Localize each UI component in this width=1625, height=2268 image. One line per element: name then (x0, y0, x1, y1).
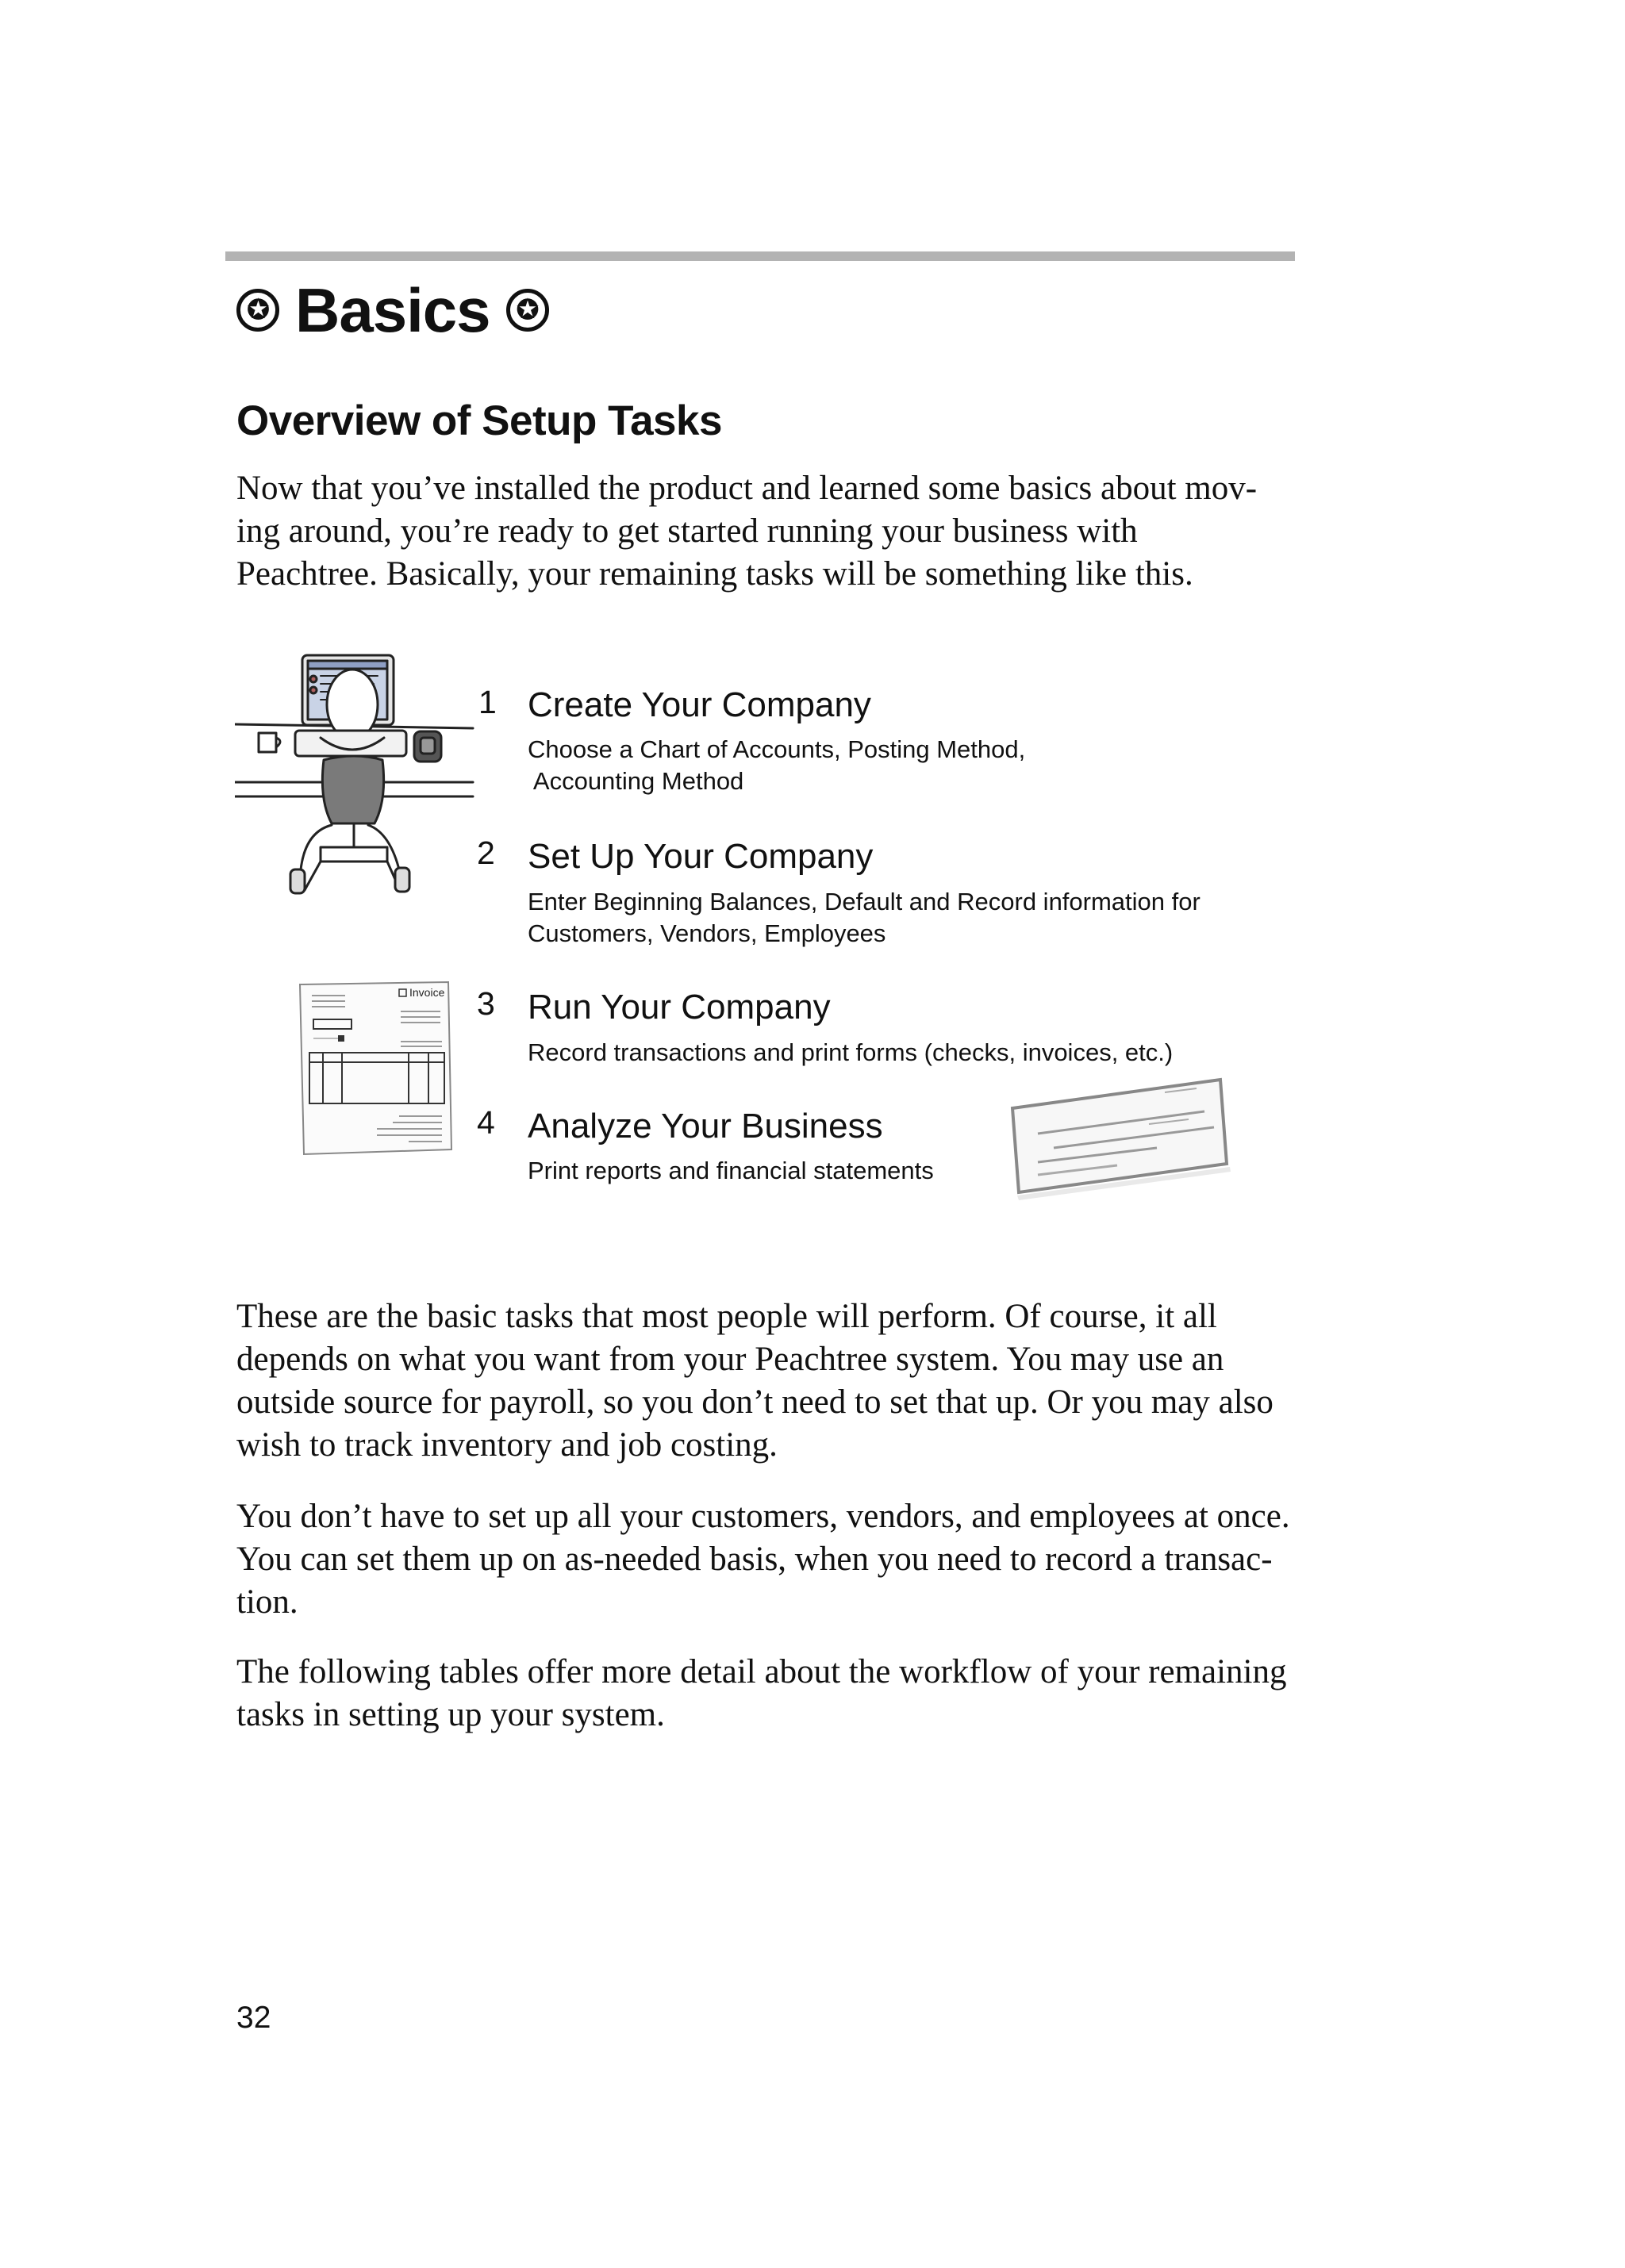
step-number: 4 (477, 1104, 495, 1141)
body-paragraph (236, 1651, 1296, 1736)
step-title: Run Your Company (528, 988, 831, 1027)
chapter-title-text: Basics (295, 274, 490, 345)
page-number: 32 (236, 2001, 271, 2035)
star-icon: ✪ (236, 289, 279, 332)
text-line: tion. (236, 1583, 298, 1621)
text-line: tasks in setting up your system. (236, 1696, 665, 1733)
step-description-line: Accounting Method (528, 767, 744, 795)
invoice-heading: Invoice (409, 986, 445, 999)
step-title: Analyze Your Business (528, 1107, 883, 1146)
text-line: wish to track inventory and job costing. (236, 1426, 778, 1464)
step-number: 2 (477, 835, 495, 871)
step-description-line: Record transactions and print forms (checks, invoices, etc.) (528, 1038, 1174, 1066)
chapter-title (236, 267, 549, 354)
step-number: 1 (478, 684, 497, 720)
body-paragraph (236, 1495, 1296, 1624)
intro-paragraph (236, 467, 1296, 596)
body-paragraph (236, 1295, 1296, 1467)
star-icon: ✪ (506, 289, 549, 332)
person-at-computer-illustration (235, 649, 481, 895)
step-number: 3 (477, 985, 495, 1022)
text-line: outside source for payroll, so you don’t need to set that up. Or you may also (236, 1383, 1273, 1421)
step-description-line: Customers, Vendors, Employees (528, 919, 886, 947)
section-title: Overview of Setup Tasks (236, 397, 722, 444)
text-line: ing around, you’re ready to get started running your business with (236, 512, 1138, 550)
step-description-line: Print reports and financial statements (528, 1157, 934, 1184)
invoice-illustration (298, 980, 456, 1162)
text-line: You don’t have to set up all your customers, vendors, and employees at once. (236, 1498, 1290, 1535)
step-title: Set Up Your Company (528, 837, 874, 876)
text-line: These are the basic tasks that most people will perform. Of course, it all (236, 1298, 1217, 1335)
check-illustration (1006, 1075, 1236, 1202)
text-line: depends on what you want from your Peachtree system. You may use an (236, 1341, 1224, 1378)
step-title: Create Your Company (528, 685, 871, 724)
text-line: The following tables offer more detail about the workflow of your remaining (236, 1653, 1287, 1690)
text-line: Peachtree. Basically, your remaining tasks will be something like this. (236, 555, 1193, 593)
text-line: You can set them up on as-needed basis, when you need to record a transac- (236, 1541, 1273, 1578)
step-description-line: Choose a Chart of Accounts, Posting Method, (528, 735, 1026, 763)
text-line: Now that you’ve installed the product and learned some basics about mov- (236, 470, 1258, 507)
step-description-line: Enter Beginning Balances, Default and Record information for (528, 888, 1201, 915)
top-rule (225, 251, 1295, 261)
